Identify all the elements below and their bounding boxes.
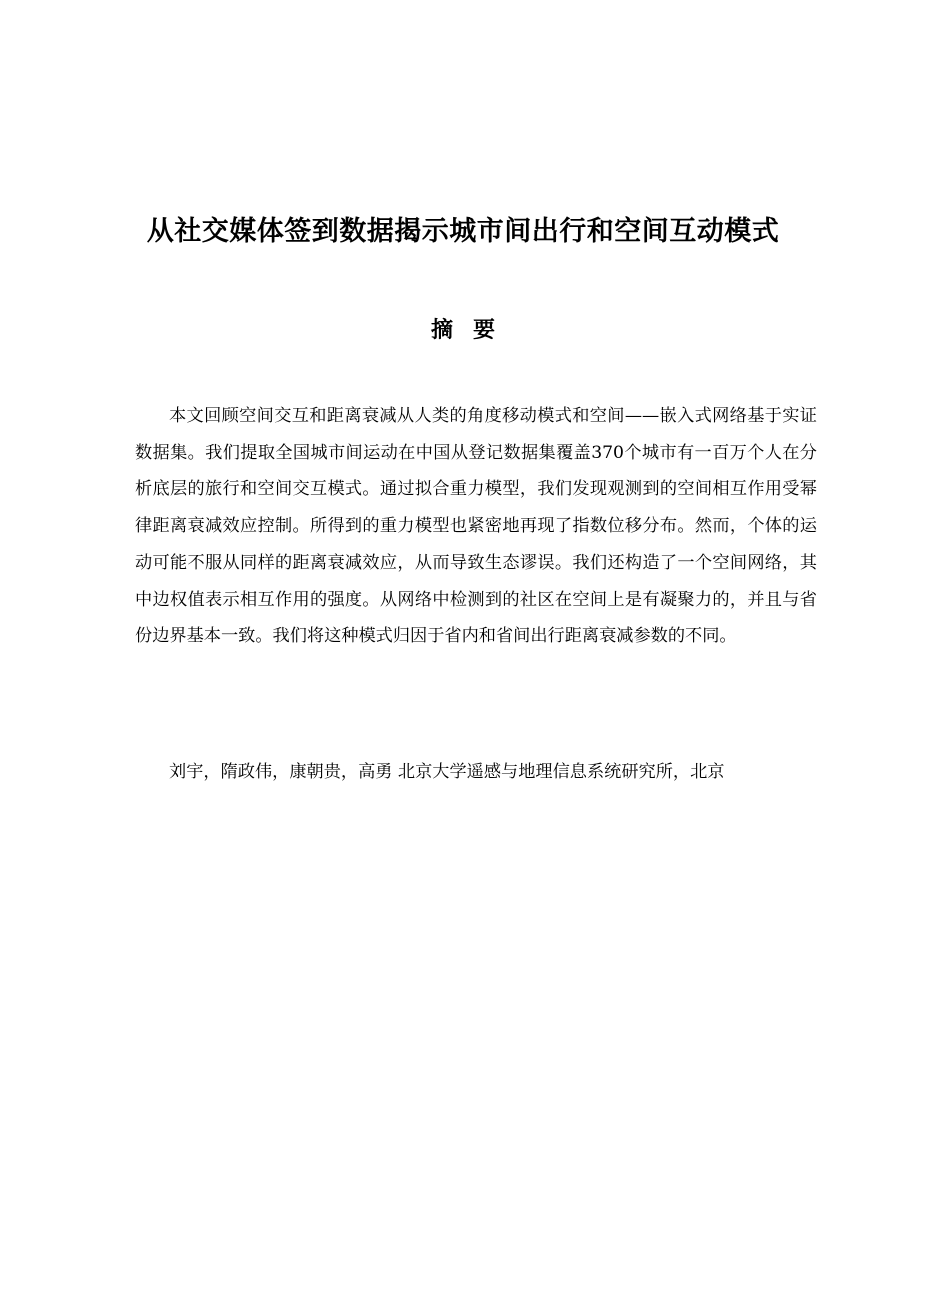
abstract-paragraph: 本文回顾空间交互和距离衰减从人类的角度移动模式和空间——嵌入式网络基于实证数据集。我们提取全国城市间运动在中国从登记数据集覆盖370个城市有一百万个人在分析底层的旅行和空间交互模式。通过拟合重力模型，我们发现观测到的空间相互作用受幂律距离衰减效应控制。所得到的重力模型也紧密地再现了指数位移分布。然而，个体的运动可能不服从同样的距离衰减效应，从而导致生态谬误。我们还构造了一个空间网络，其中边权值表示相互作用的强度。从网络中检测到的社区在空间上是有凝聚力的，并且与省份边界基本一致。我们将这种模式归因于省内和省间出行距离衰减参数的不同。 xyxy=(135,406,817,647)
paper-title: 从社交媒体签到数据揭示城市间出行和空间互动模式 xyxy=(146,216,780,247)
authors-affiliation: 刘宇，隋政伟，康朝贵，高勇 北京大学遥感与地理信息系统研究所，北京 xyxy=(169,762,725,782)
abstract-heading: 摘要 xyxy=(430,318,515,343)
